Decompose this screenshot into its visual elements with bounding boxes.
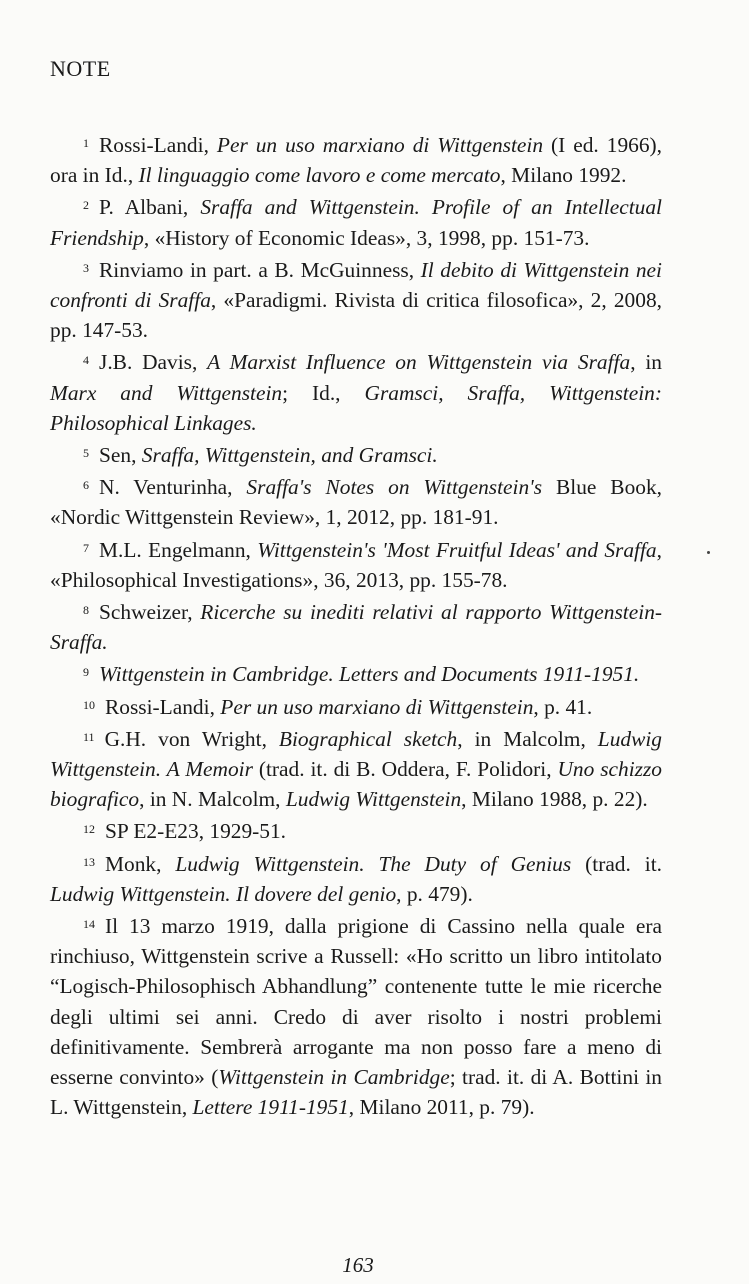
footnote-text: , «Philosophical Investigations», 36, 2013, pp. 155-78. (50, 537, 662, 592)
footnote-text: , in (630, 350, 662, 375)
footnote-4 (50, 345, 662, 438)
footnote-title-text: Sraffa, Wittgenstein, and Gramsci. (141, 443, 438, 468)
footnote-text: , «Paradigmi. Rivista di critica filosofica», 2, 2008, pp. 147-53. (50, 288, 662, 343)
footnote-number: 14 (83, 917, 95, 932)
footnote-number: 8 (83, 603, 89, 618)
footnote-text: (trad. it. di B. Oddera, F. Polidori, (252, 757, 558, 782)
footnote-10 (50, 690, 662, 722)
footnote-title-text: Lettere 1911-1951 (192, 1095, 349, 1120)
footnote-text: , p. 479). (396, 881, 473, 906)
footnote-11 (50, 722, 662, 815)
footnote-text: Sen, (99, 443, 142, 468)
footnote-title-text: A Marxist Influence on Wittgenstein via Sraffa (207, 350, 631, 375)
footnote-text: G.H. von Wright, (104, 726, 279, 751)
footnote-number: 6 (83, 478, 89, 493)
footnote-title-text: Ricerche su inediti relativi al rapporto Wittgenstein-Sraffa. (50, 600, 663, 655)
footnote-number: 4 (83, 353, 89, 368)
footnote-text: Il 13 marzo 1919, dalla prigione di Cassino nella quale era rinchiuso, Wittgenstein scrive a Russell: «Ho scritto un libro intitolato “Logisch-Philosophisch Abhandlung” contenente tutte le mie ricerche degli ultimi sei anni. Credo di aver risolto i nostri problemi definitivamente. Sembrerà arrogante ma non posso fare a meno di esserne convinto» ( (50, 914, 662, 1090)
footnote-6 (50, 470, 662, 532)
footnote-text: , in Malcolm, (457, 726, 598, 751)
footnote-text: (I ed. 1966), ora in Id., (50, 133, 662, 188)
footnote-title-text: Sraffa's Notes on Wittgenstein's (246, 475, 543, 500)
footnote-text: SP E2-E23, 1929-51. (105, 819, 287, 844)
footnote-text: , in N. Malcolm, (139, 787, 286, 812)
footnote-text: ; Id., (282, 380, 365, 405)
footnote-text: , «History of Economic Ideas», 3, 1998, pp. 151-73. (143, 225, 590, 250)
footnote-text: Schweizer, (99, 600, 201, 625)
footnote-14 (50, 909, 662, 1122)
footnote-8 (50, 595, 662, 657)
footnote-title-text: Marx and Wittgenstein (50, 380, 283, 405)
section-heading: NOTE (50, 56, 111, 81)
footnote-text: P. Albani, (99, 195, 201, 220)
footnote-2 (50, 190, 662, 252)
footnote-title-text: Ludwig Wittgenstein (285, 787, 462, 812)
footnote-9 (50, 657, 662, 689)
footnote-number: 13 (83, 854, 95, 869)
footnote-title-text: Uno schizzo biografico (50, 757, 662, 812)
footnote-text: Rossi-Landi, (99, 133, 217, 157)
footnote-number: 1 (83, 136, 89, 150)
footnote-7 (50, 533, 662, 595)
footnote-text: Monk, (105, 851, 176, 876)
footnote-title-text: Il linguaggio come lavoro e come mercato (138, 163, 501, 188)
footnote-title-text: Gramsci, Sraffa, Wittgenstein: Philosophical Linkages. (50, 380, 662, 435)
footnote-12 (50, 814, 662, 846)
footnote-number: 2 (83, 198, 89, 213)
footnote-text: N. Venturinha, (99, 475, 247, 500)
footnote-title-text: Ludwig Wittgenstein. A Memoir (50, 726, 662, 782)
footnote-title-text: Ludwig Wittgenstein. The Duty of Genius (175, 851, 572, 876)
footnote-title-text: Wittgenstein in Cambridge. Letters and Documents 1911-1951. (99, 662, 640, 687)
footnote-text: (trad. it. (571, 851, 663, 876)
footnote-text: , Milano 1992. (500, 163, 627, 188)
footnote-text: M.L. Engelmann, (99, 537, 258, 562)
footnote-text: ; trad. it. di A. Bottini in L. Wittgenstein, (50, 1065, 663, 1120)
footnote-list (50, 128, 662, 1123)
footnote-number: 12 (83, 822, 95, 837)
footnote-title-text: Sraffa and Wittgenstein. Profile of an Intellectual Friendship (50, 195, 662, 250)
footnote-number: 9 (83, 665, 89, 680)
footnote-number: 3 (83, 260, 89, 275)
footnote-title-text: Wittgenstein's 'Most Fruitful Ideas' and Sraffa (257, 537, 657, 562)
footnote-number: 7 (83, 540, 89, 555)
footnote-title-text: Wittgenstein in Cambridge (218, 1065, 450, 1090)
footnote-text: Rinviamo in part. a B. McGuinness, (99, 257, 421, 282)
footnote-text: , Milano 2011, p. 79). (348, 1095, 535, 1120)
footnote-text: , Milano 1988, p. 22). (461, 787, 648, 812)
footnote-text: Rossi-Landi, (105, 694, 221, 719)
footnote-title-text: Ludwig Wittgenstein. Il dovere del genio (50, 881, 397, 906)
footnote-number: 5 (83, 446, 89, 461)
footnote-text: , p. 41. (533, 694, 593, 719)
footnote-title-text: Il debito di Wittgenstein nei confronti di Sraffa (50, 257, 662, 313)
footnote-3 (50, 253, 662, 346)
footnote-text: J.B. Davis, (99, 350, 208, 375)
footnote-number: 11 (83, 729, 95, 744)
paper-speck (707, 551, 710, 554)
footnote-1 (50, 128, 662, 190)
footnote-title-text: Per un uso marxiano di Wittgenstein (220, 694, 534, 719)
footnote-5 (50, 438, 662, 470)
footnote-text: Blue Book, «Nordic Wittgenstein Review», 1, 2012, pp. 181-91. (50, 475, 662, 530)
footnote-title-text: Biographical sketch (278, 726, 458, 751)
page-number: 163 (342, 1253, 374, 1277)
footnote-title-text: Per un uso marxiano di Wittgenstein (216, 133, 544, 157)
footnote-number: 10 (83, 697, 95, 712)
footnote-13 (50, 847, 662, 909)
